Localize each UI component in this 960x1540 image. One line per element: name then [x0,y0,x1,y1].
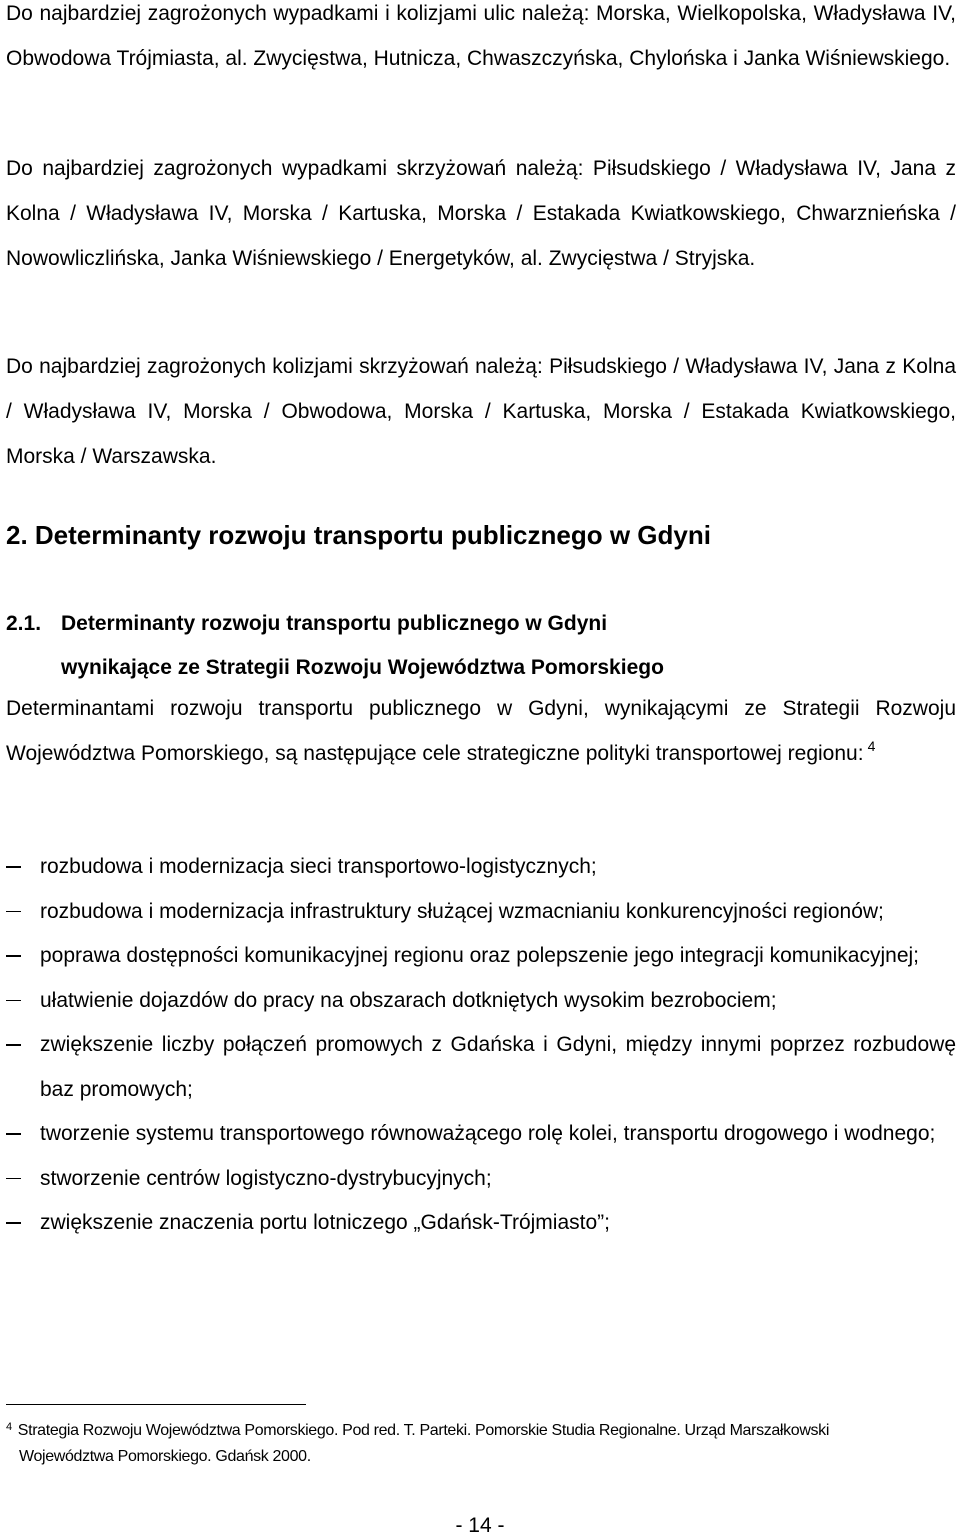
dash-bullet-icon [6,911,21,913]
list-item-text: stworzenie centrów logistyczno-dystrybucyjnych; [40,1166,492,1190]
dash-bullet-icon [6,1178,21,1180]
dash-bullet-icon [6,866,21,868]
list-item [6,1112,956,1157]
list-item-text: tworzenie systemu transportowego równoważącego rolę kolei, transportu drogowego i wodnego; [40,1122,936,1145]
paragraph-collision-intersections: Do najbardziej zagrożonych kolizjami skrzyżowań należą: Piłsudskiego / Władysława IV, Jana z Kolna / Władysława IV, Morska / Obwodowa, Morska / Kartuska, Morska / Estakada Kwiatkowskiego, Morska / Warszawska. [6,355,956,468]
dash-bullet-icon [6,1000,21,1002]
footnote [6,1418,946,1470]
section-heading: 2. Determinanty rozwoju transportu publicznego w Gdyni [6,520,711,550]
strategic-goals-list [6,845,956,1246]
list-item [6,934,956,979]
subsection-number: 2.1. [6,612,42,635]
list-item [6,845,956,890]
paragraph-accident-intersections: Do najbardziej zagrożonych wypadkami skrzyżowań należą: Piłsudskiego / Władysława IV, Jana z Kolna / Władysława IV, Morska / Kartuska, Morska / Estakada Kwiatkowskiego, Chwarznieńska / Nowowliczlińska, Janka Wiśniewskiego / Energetyków, al. Zwycięstwa / Stryjska. [6,157,956,270]
list-item-text: rozbudowa i modernizacja sieci transportowo-logistycznych; [40,855,597,878]
footnote-divider [6,1404,306,1405]
page-number: - 14 - [455,1514,505,1537]
subsection-title-line1: Determinanty rozwoju transportu publicznego w Gdyni [61,612,608,635]
list-item-text: ułatwienie dojazdów do pracy na obszarach dotkniętych wysokim bezrobociem; [40,988,777,1012]
list-item-text: rozbudowa i modernizacja infrastruktury służącej wzmacnianiu konkurencyjności regionów; [40,899,884,923]
dash-bullet-icon [6,955,21,957]
footnote-marker: 4 [6,1421,12,1433]
list-item [6,979,956,1024]
paragraph-strategy-intro [6,686,956,776]
paragraph-dangerous-streets: Do najbardziej zagrożonych wypadkami i kolizjami ulic należą: Morska, Wielkopolska, Władysława IV, Obwodowa Trójmiasta, al. Zwycięstwa, Hutnicza, Chwaszczyńska, Chylońska i Janka Wiśniewskiego. [6,2,956,70]
subsection-title-line2: wynikające ze Strategii Rozwoju Województwa Pomorskiego [61,656,664,679]
dash-bullet-icon [6,1133,21,1135]
footnote-line2: Województwa Pomorskiego. Gdańsk 2000. [19,1448,311,1465]
list-item-text: zwiększenie liczby połączeń promowych z Gdańska i Gdyni, między innymi poprzez rozbudowę baz promowych; [40,1033,956,1101]
footnote-reference[interactable]: 4 [867,738,876,754]
list-item-text: poprawa dostępności komunikacyjnej regionu oraz polepszenie jego integracji komunikacyjnej; [40,944,920,967]
list-item-text: zwiększenie znaczenia portu lotniczego „Gdańsk-Trójmiasto”; [40,1211,610,1234]
list-item [6,1201,956,1246]
footnote-line1: Strategia Rozwoju Województwa Pomorskiego. Pod red. T. Parteki. Pomorskie Studia Regionalne. Urząd Marszałkowski [17,1422,830,1439]
dash-bullet-icon [6,1222,21,1224]
subsection-heading [6,602,664,690]
list-item [6,1157,956,1202]
dash-bullet-icon [6,1044,21,1046]
paragraph-strategy-text: Determinantami rozwoju transportu publicznego w Gdyni, wynikającymi ze Strategii Rozwoju Województwa Pomorskiego, są następujące cele strategiczne polityki transportowej regionu: [6,697,956,765]
list-item [6,890,956,935]
list-item [6,1023,956,1112]
